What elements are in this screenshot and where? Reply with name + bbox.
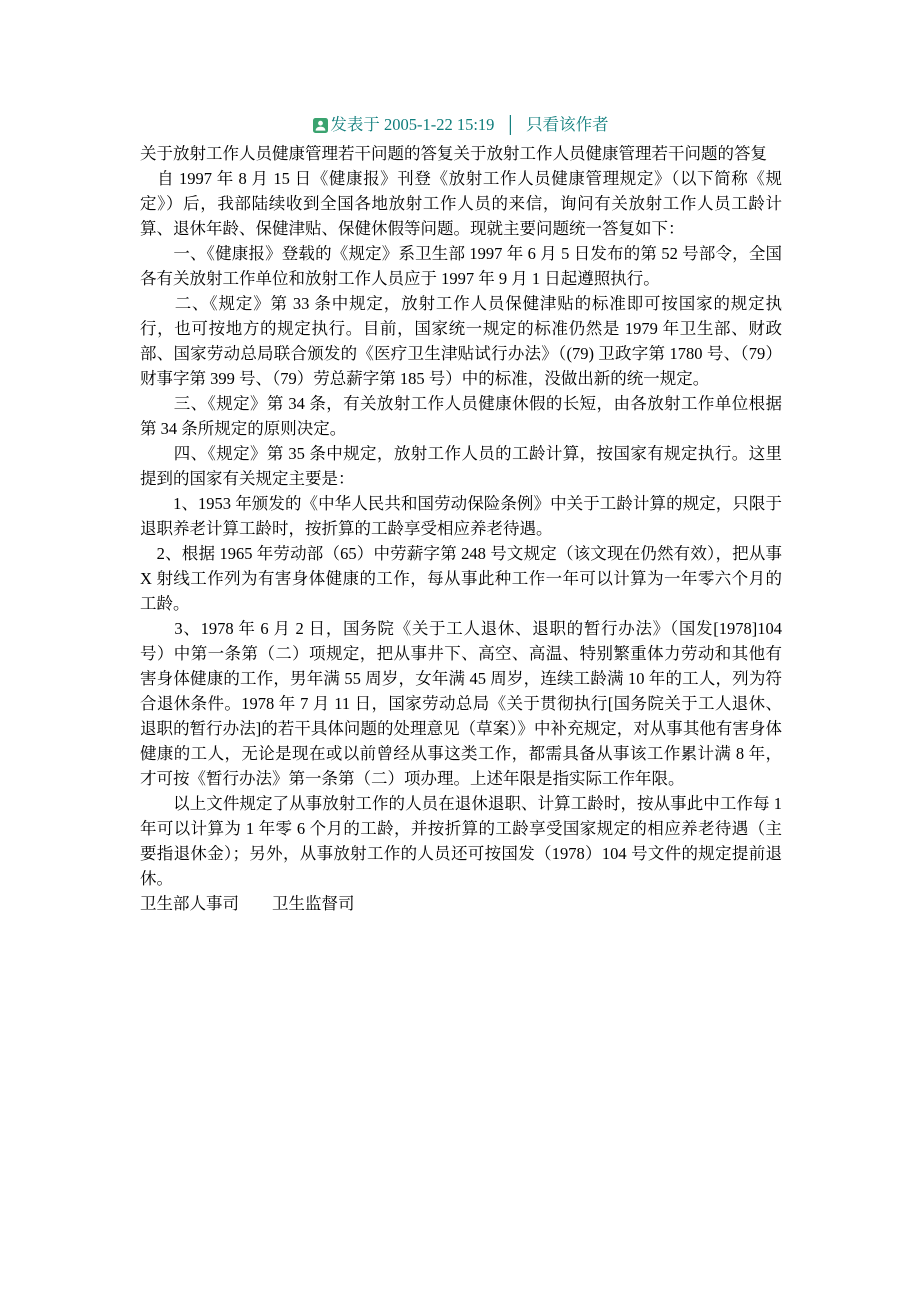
paragraph-item-2: 二、《规定》第 33 条中规定，放射工作人员保健津贴的标准即可按国家的规定执行，也可按地方的规定执行。目前，国家统一规定的标准仍然是 1979 年卫生部、财政部、国家劳动总局联合颁发的《医疗卫生津贴试行办法》（(79) 卫政字第 1780 号、（79）财事字第 399 号、（79）劳总薪字第 185 号）中的标准，没做出新的统一规定。 xyxy=(140,294,782,388)
signature-line: 卫生部人事司 卫生监督司 xyxy=(140,894,355,913)
paragraph-title: 关于放射工作人员健康管理若干问题的答复关于放射工作人员健康管理若干问题的答复 xyxy=(140,144,767,163)
paragraph-sub-3: 3、1978 年 6 月 2 日，国务院《关于工人退休、退职的暂行办法》（国发[1978]104 号）中第一条第（二）项规定，把从事井下、高空、高温、特别繁重体力劳动和其他有害身体健康的工作，男年满 55 周岁，女年满 45 周岁，连续工龄满 10 年的工人，列为符合退休条件。1978 年 7 月 11 日，国家劳动总局《关于贯彻执行[国务院关于工人退休、退职的暂行办法]的若干具体问题的处理意见（草案）》中补充规定，对从事其他有害身体健康的工人，无论是现在或以前曾经从事这类工作，都需具备从事该工作累计满 8 年，才可按《暂行办法》第一条第（二）项办理。上述年限是指实际工作年限。 xyxy=(140,619,782,788)
post-meta xyxy=(140,112,782,140)
paragraph-item-4: 四、《规定》第 35 条中规定，放射工作人员的工龄计算，按国家有规定执行。这里提到的国家有关规定主要是： xyxy=(140,444,782,488)
paragraph-conclusion: 以上文件规定了从事放射工作的人员在退休退职、计算工龄时，按从事此中工作每 1 年可以计算为 1 年零 6 个月的工龄，并按折算的工龄享受国家规定的相应养老待遇（主要指退休金）；另外，从事放射工作的人员还可按国发（1978）104 号文件的规定提前退休。 xyxy=(140,794,782,888)
paragraph-sub-2: 2、根据 1965 年劳动部（65）中劳薪字第 248 号文规定（该文现在仍然有效），把从事 X 射线工作列为有害身体健康的工作，每从事此种工作一年可以计算为一年零六个月的工龄。 xyxy=(140,544,782,613)
paragraph-item-1: 一、《健康报》登载的《规定》系卫生部 1997 年 6 月 5 日发布的第 52 号部令，全国各有关放射工作单位和放射工作人员应于 1997 年 9 月 1 日起遵照执行。 xyxy=(140,244,782,288)
posted-time-label: 发表于 2005-1-22 15:19 xyxy=(330,115,495,134)
paragraph-item-3: 三、《规定》第 34 条，有关放射工作人员健康休假的长短，由各放射工作单位根据第 34 条所规定的原则决定。 xyxy=(140,394,782,438)
avatar-icon xyxy=(313,115,328,140)
view-author-link[interactable]: 只看该作者 xyxy=(526,115,609,134)
meta-divider: │ xyxy=(504,115,517,134)
paragraph-intro: 自 1997 年 8 月 15 日《健康报》刊登《放射工作人员健康管理规定》（以下简称《规定》）后，我部陆续收到全国各地放射工作人员的来信，询问有关放射工作人员工龄计算、退休年龄、保健津贴、保健休假等问题。现就主要问题统一答复如下： xyxy=(140,169,782,238)
paragraph-sub-1: 1、1953 年颁发的《中华人民共和国劳动保险条例》中关于工龄计算的规定，只限于退职养老计算工龄时，按折算的工龄享受相应养老待遇。 xyxy=(140,494,782,538)
document-body xyxy=(140,141,782,916)
